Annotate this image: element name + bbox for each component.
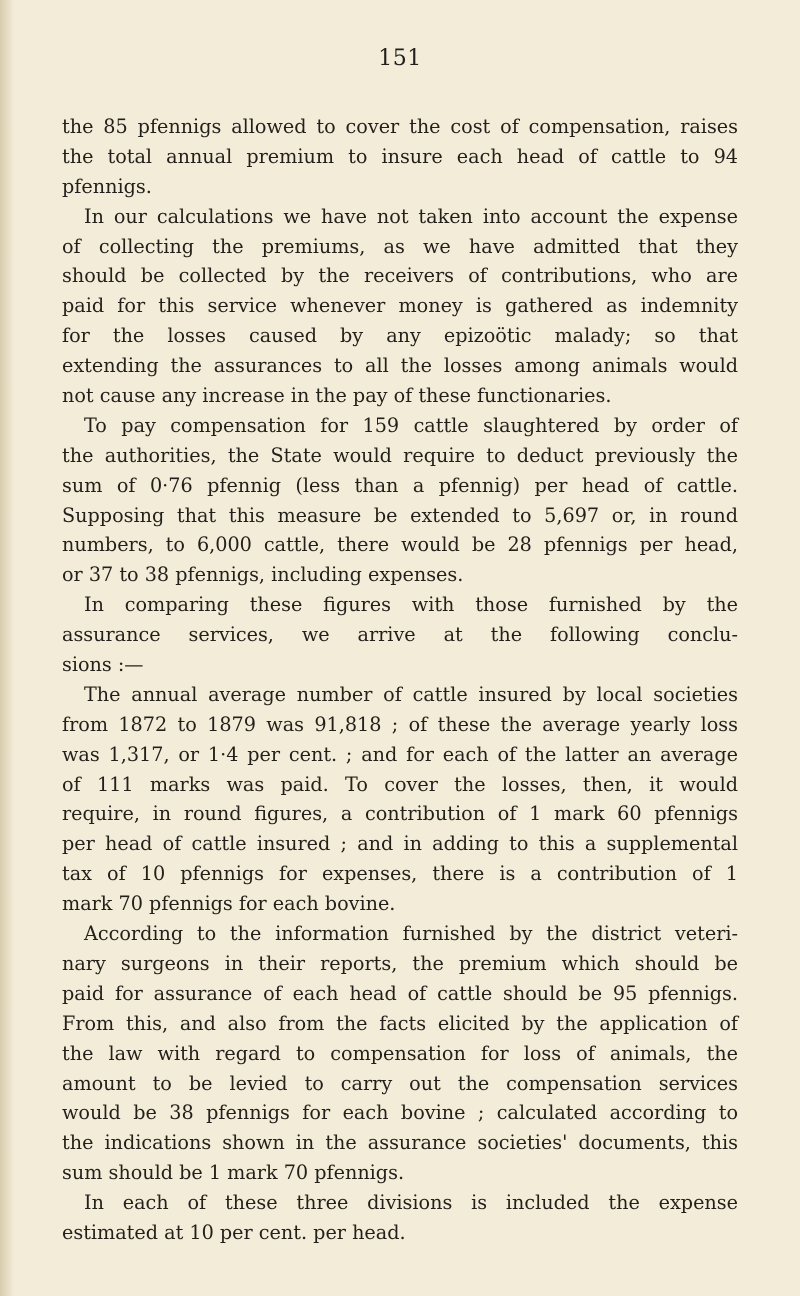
text-line: the 85 pfennigs allowed to cover the cost of compensation, raises xyxy=(62,115,738,138)
text-line: would be 38 pfennigs for each bovine ; calculated according to xyxy=(62,1101,738,1125)
paragraph-start-line: In each of these three divisions is included the expense xyxy=(84,1191,738,1215)
text-line: pfennigs. xyxy=(62,174,152,198)
text-line: the authorities, the State would require to deduct previously the xyxy=(62,443,738,467)
page-number: 151 xyxy=(378,46,422,71)
text-line: Supposing that this measure be extended to 5,697 or, in round xyxy=(62,503,738,527)
text-line: sum should be 1 mark 70 pfennigs. xyxy=(62,1161,405,1185)
text-line: paid for this service whenever money is gathered as indemnity xyxy=(62,294,738,318)
text-line: amount to be levied to carry out the compensation services xyxy=(62,1071,738,1095)
text-line: nary surgeons in their reports, the premium which should be xyxy=(62,951,738,975)
text-line: or 37 to 38 pfennigs, including expenses. xyxy=(62,563,464,587)
paragraph-start-line: In comparing these figures with those furnished by the xyxy=(84,593,738,617)
text-line: numbers, to 6,000 cattle, there would be 28 pfennigs per head, xyxy=(62,533,738,557)
text-line: assurance services, we arrive at the following conclu- xyxy=(62,623,738,647)
text-line: sions :— xyxy=(62,653,144,677)
text-line: was 1,317, or 1·4 per cent. ; and for each of the latter an average xyxy=(62,742,738,766)
body-text xyxy=(62,112,738,1248)
text-line: estimated at 10 per cent. per head. xyxy=(62,1220,406,1244)
text-line: the total annual premium to insure each head of cattle to 94 xyxy=(62,144,738,168)
text-line: mark 70 pfennigs for each bovine. xyxy=(62,892,396,916)
text-line: for the losses caused by any epizoötic malady; so that xyxy=(62,324,738,348)
text-line: should be collected by the receivers of contributions, who are xyxy=(62,264,738,288)
text-line: from 1872 to 1879 was 91,818 ; of these the average yearly loss xyxy=(62,712,738,736)
text-line: of collecting the premiums, as we have admitted that they xyxy=(62,234,738,258)
paragraph-start-line: According to the information furnished by the district veteri- xyxy=(84,922,738,946)
text-line: paid for assurance of each head of cattle should be 95 pfennigs. xyxy=(62,981,738,1005)
page-edge-shadow xyxy=(0,0,14,1296)
text-line: the indications shown in the assurance societies' documents, this xyxy=(62,1131,738,1155)
paragraph-start-line: To pay compensation for 159 cattle slaughtered by order of xyxy=(84,413,738,437)
text-line: of 111 marks was paid. To cover the losses, then, it would xyxy=(62,772,738,796)
text-line: tax of 10 pfennigs for expenses, there is a contribution of 1 xyxy=(62,862,738,886)
text-line: not cause any increase in the pay of these functionaries. xyxy=(62,384,612,408)
text-line: require, in round figures, a contribution of 1 mark 60 pfennigs xyxy=(62,802,738,826)
paragraph-start-line: The annual average number of cattle insured by local societies xyxy=(84,682,738,706)
paragraph-start-line: In our calculations we have not taken into account the expense xyxy=(84,204,738,228)
text-line: From this, and also from the facts elicited by the application of xyxy=(62,1011,738,1035)
text-line: sum of 0·76 pfennig (less than a pfennig) per head of cattle. xyxy=(62,473,738,497)
text-line: extending the assurances to all the losses among animals would xyxy=(62,354,738,378)
text-line: the law with regard to compensation for loss of animals, the xyxy=(62,1041,738,1065)
text-line: per head of cattle insured ; and in adding to this a supplemental xyxy=(62,832,738,856)
